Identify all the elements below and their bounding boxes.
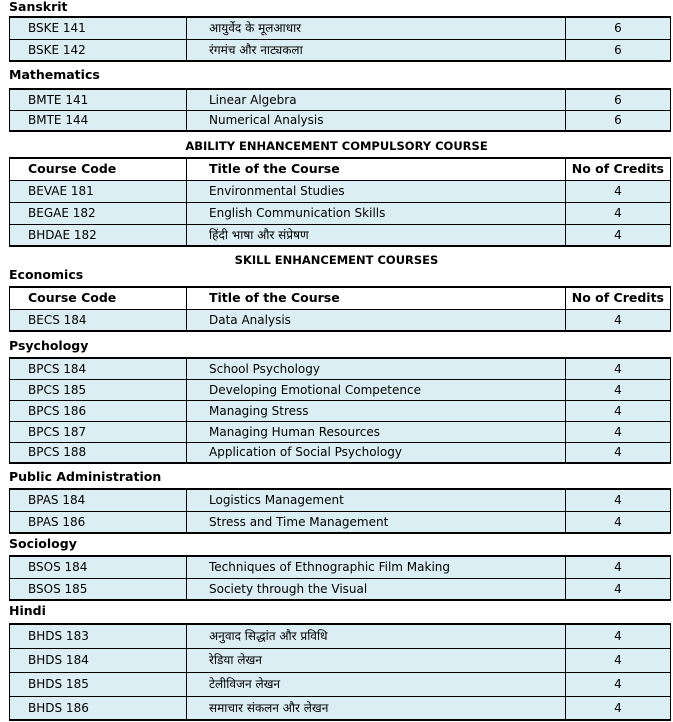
- table-row: [10, 442, 671, 463]
- course-title: समाचार संकलन और लेखन: [187, 696, 566, 720]
- section-title-economics: Economics: [9, 267, 84, 282]
- course-code: BECS 184: [10, 309, 187, 331]
- course-title: Environmental Studies: [187, 180, 566, 202]
- table-row: [10, 202, 671, 224]
- course-credits: 6: [566, 17, 671, 39]
- course-credits: 4: [566, 696, 671, 720]
- course-code: BMTE 144: [10, 110, 187, 131]
- course-credits: 4: [566, 624, 671, 648]
- course-credits: 6: [566, 89, 671, 110]
- course-credits: 4: [566, 224, 671, 246]
- table-aecc: [9, 157, 671, 247]
- table-row: [10, 672, 671, 696]
- course-title: रेडिया लेखन: [187, 648, 566, 672]
- course-credits: 4: [566, 379, 671, 400]
- course-title: Managing Human Resources: [187, 421, 566, 442]
- course-title: Developing Emotional Competence: [187, 379, 566, 400]
- course-title: Numerical Analysis: [187, 110, 566, 131]
- course-code: BHDS 185: [10, 672, 187, 696]
- course-credits: 4: [566, 180, 671, 202]
- course-title: Data Analysis: [187, 309, 566, 331]
- course-credits: 4: [566, 556, 671, 578]
- table-row: [10, 39, 671, 61]
- course-code: BEVAE 181: [10, 180, 187, 202]
- course-credits: 4: [566, 309, 671, 331]
- header-course-title: Title of the Course: [187, 158, 566, 180]
- course-title: Techniques of Ethnographic Film Making: [187, 556, 566, 578]
- course-code: BPAS 184: [10, 489, 187, 511]
- course-credits: 4: [566, 672, 671, 696]
- course-credits: 4: [566, 421, 671, 442]
- course-title: Application of Social Psychology: [187, 442, 566, 463]
- course-title: Linear Algebra: [187, 89, 566, 110]
- course-code: BHDS 184: [10, 648, 187, 672]
- table-row: [10, 421, 671, 442]
- table-row: [10, 624, 671, 648]
- course-code: BSOS 185: [10, 578, 187, 600]
- table-row: [10, 89, 671, 110]
- table-row: [10, 578, 671, 600]
- course-credits: 4: [566, 400, 671, 421]
- table-sanskrit: [9, 16, 671, 62]
- course-credits: 4: [566, 511, 671, 533]
- table-row: [10, 648, 671, 672]
- header-course-code: Course Code: [10, 158, 187, 180]
- course-code: BPCS 187: [10, 421, 187, 442]
- course-code: BPAS 186: [10, 511, 187, 533]
- table-economics: [9, 286, 671, 332]
- section-title-mathematics: Mathematics: [9, 67, 100, 82]
- table-row: [10, 379, 671, 400]
- course-code: BHDAE 182: [10, 224, 187, 246]
- section-title-hindi: Hindi: [9, 603, 46, 618]
- course-title: आयुर्वेद के मूलआधार: [187, 17, 566, 39]
- table-row: [10, 180, 671, 202]
- table-row: [10, 511, 671, 533]
- table-row: [10, 224, 671, 246]
- table-row: [10, 17, 671, 39]
- table-row: [10, 309, 671, 331]
- course-code: BPCS 184: [10, 358, 187, 379]
- table-public-administration: [9, 488, 671, 534]
- table-row: [10, 556, 671, 578]
- course-title: Managing Stress: [187, 400, 566, 421]
- course-code: BPCS 186: [10, 400, 187, 421]
- table-row: [10, 696, 671, 720]
- table-row: [10, 358, 671, 379]
- course-code: BSOS 184: [10, 556, 187, 578]
- course-code: BPCS 188: [10, 442, 187, 463]
- table-header-row: [10, 287, 671, 309]
- table-row: [10, 400, 671, 421]
- header-credits: No of Credits: [566, 158, 671, 180]
- course-credits: 4: [566, 648, 671, 672]
- course-credits: 6: [566, 110, 671, 131]
- course-code: BMTE 141: [10, 89, 187, 110]
- course-credits: 4: [566, 202, 671, 224]
- course-credits: 6: [566, 39, 671, 61]
- course-title: Logistics Management: [187, 489, 566, 511]
- course-title: अनुवाद सिद्धांत और प्रविधि: [187, 624, 566, 648]
- table-row: [10, 110, 671, 131]
- course-code: BPCS 185: [10, 379, 187, 400]
- course-title: School Psychology: [187, 358, 566, 379]
- table-header-row: [10, 158, 671, 180]
- header-course-title: Title of the Course: [187, 287, 566, 309]
- section-title-sanskrit: Sanskrit: [9, 0, 68, 14]
- section-title-public-administration: Public Administration: [9, 469, 162, 484]
- course-credits: 4: [566, 442, 671, 463]
- table-psychology: [9, 357, 671, 464]
- course-title: टेलीविजन लेखन: [187, 672, 566, 696]
- table-row: [10, 489, 671, 511]
- section-title-sociology: Sociology: [9, 536, 77, 551]
- course-code: BHDS 183: [10, 624, 187, 648]
- course-title: Stress and Time Management: [187, 511, 566, 533]
- course-title: English Communication Skills: [187, 202, 566, 224]
- section-title-psychology: Psychology: [9, 338, 89, 353]
- course-code: BSKE 142: [10, 39, 187, 61]
- course-credits: 4: [566, 358, 671, 379]
- table-hindi: [9, 623, 671, 721]
- table-mathematics: [9, 88, 671, 132]
- course-credits: 4: [566, 489, 671, 511]
- header-course-code: Course Code: [10, 287, 187, 309]
- section-title-aecc: ABILITY ENHANCEMENT COMPULSORY COURSE: [185, 139, 488, 153]
- course-code: BEGAE 182: [10, 202, 187, 224]
- course-title: रंगमंच और नाट्यकला: [187, 39, 566, 61]
- course-credits: 4: [566, 578, 671, 600]
- table-sociology: [9, 555, 671, 601]
- course-code: BSKE 141: [10, 17, 187, 39]
- header-credits: No of Credits: [566, 287, 671, 309]
- course-code: BHDS 186: [10, 696, 187, 720]
- course-title: Society through the Visual: [187, 578, 566, 600]
- course-title: हिंदी भाषा और संप्रेषण: [187, 224, 566, 246]
- section-title-sec: SKILL ENHANCEMENT COURSES: [234, 253, 439, 267]
